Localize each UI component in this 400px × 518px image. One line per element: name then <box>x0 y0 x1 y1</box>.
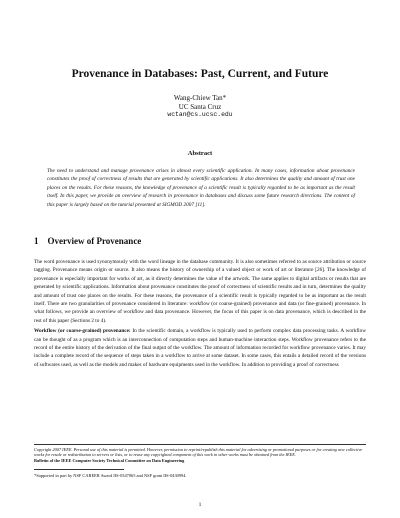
page-number: 1 <box>198 502 202 508</box>
footnote-rule <box>34 469 124 470</box>
author-email: wctan@cs.ucsc.edu <box>167 111 233 119</box>
abstract-heading: Abstract <box>187 150 213 157</box>
copyright-notice <box>34 447 366 463</box>
body-text <box>34 258 366 369</box>
paragraph-workflow <box>34 327 366 369</box>
author-block <box>0 94 400 120</box>
footnote: *Supported in part by NSF CAREER Award IIS-0347065 and NSF grant IIS-0430994. <box>34 473 187 478</box>
paper-title: Provenance in Databases: Past, Current, and Future <box>71 68 329 80</box>
section-title: Overview of Provenance <box>47 236 142 246</box>
author-affiliation: UC Santa Cruz <box>178 102 222 111</box>
section-number: 1 <box>34 236 39 246</box>
abstract-text: The need to understand and manage provenance arises in almost every scientific application. In many cases, information about provenance constitutes the proof of correctness of results that are generated by scientific applications. It also determines the quality and amount of trust one places on the results. For these reasons, the knowledge of provenance of a scientific result is typically regarded to be as important as the result itself. In this paper, we provide an overview of research in provenance in databases and discuss some future research directions. The content of this paper is largely based on the tutorial presented at SIGMOD 2007 [11]. <box>47 168 355 208</box>
copyright-rule-top <box>34 444 366 445</box>
paragraph-provenance: The word provenance is used synonymously with the word lineage in the database community. It is also sometimes referred to as source attribution or source tagging. Provenance means origin or source. It also means the history of ownership of a valued object or work of art or literature [26]. The knowledge of provenance is especially important for works of art, as it directly determines the value of the artwork. The same applies to digital artifacts or results that are generated by scientific applications. Information about provenance constitutes the proof of correctness of scientific results and in turn, determines the quality and amount of trust one places on the results. For these reasons, the provenance of a scientific result is typically regarded to be as important as the result itself. There are two granularities of provenance considered in literature: workflow (or coarse-grained) provenance and data (or fine-grained) provenance. In what follows, we provide an overview of workflow and data provenance. However, the focus of this paper is on data provenance, which is described in the rest of this paper (Sections 2 to 4). <box>34 259 366 324</box>
bulletin-line: Bulletin of the IEEE Computer Society Technical Committee on Data Engineering <box>34 457 185 463</box>
section-heading <box>34 236 141 246</box>
paragraph-lead: Workflow (or coarse-grained) provenance: <box>34 328 131 335</box>
copyright-text: Copyright 2007 IEEE. Personal use of this material is permitted. However, permission to reprint/republish this material for advertising or promotional purposes or for creating new collective works for resale or redistribution to servers or lists, or to reuse any copyrighted component of this work in other works must be obtained from the IEEE. <box>34 447 363 458</box>
author-name: Wang-Chiew Tan* <box>173 94 227 102</box>
paragraph-workflow-text: In the scientific domain, a workflow is typically used to perform complex data processing tasks. A workflow can be thought of as a program which is an interconnection of computation steps and human-machine interaction steps. Workflow provenance refers to the record of the entire history of the derivation of the final output of the workflow. The amount of information recorded for workflow provenance varies. It may include a complete record of the sequence of steps taken in a workflow to arrive at some dataset. In some cases, this entails a detailed record of the versions of softwares used, as well as the models and makes of hardware equipments used in the workflow. In addition to providing a proof of correctness <box>34 328 366 368</box>
